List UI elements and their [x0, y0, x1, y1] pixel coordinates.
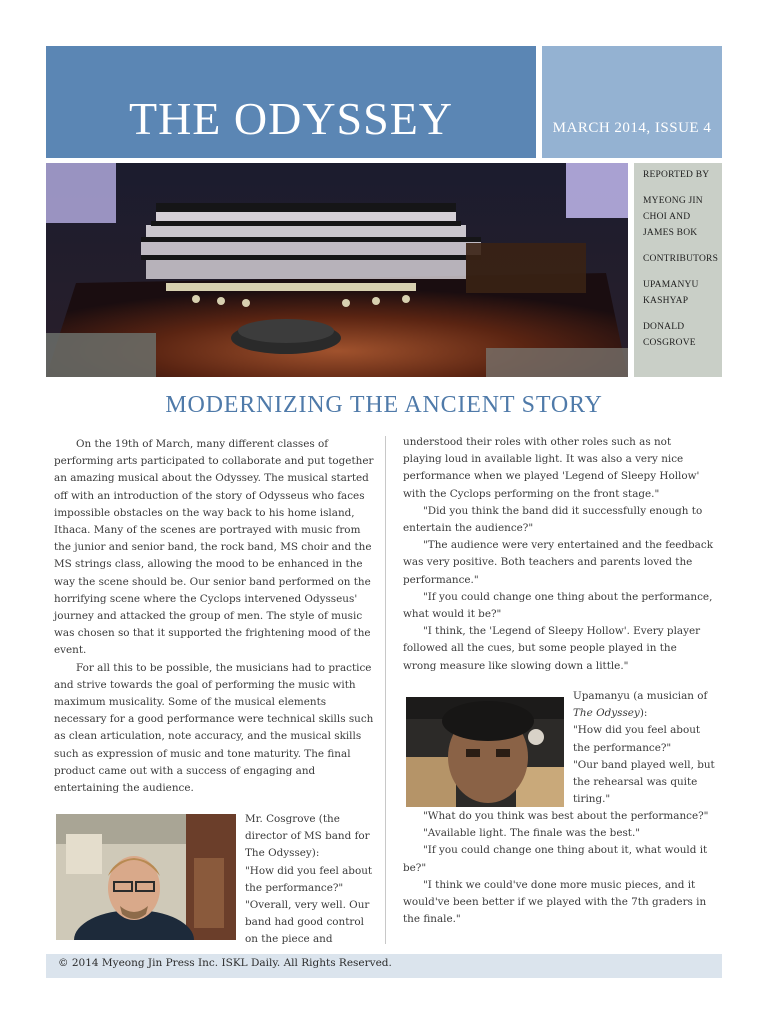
- interview-question: "If you could change one thing about the performance, what would it be?": [403, 590, 713, 621]
- article-right-column-lower: [403, 808, 713, 928]
- interview-answer: "I think, the 'Legend of Sleepy Hollow'. Every player followed all the cues, but some people played in the wrong measure like slowing down a little.": [403, 625, 701, 672]
- cosgrove-portrait-illustration: [56, 814, 236, 940]
- upamanyu-intro-end: ):: [639, 707, 648, 720]
- column-divider: [385, 436, 386, 944]
- upamanyu-photo: [406, 697, 564, 807]
- contributor-name: DONALD COSGROVE: [643, 322, 696, 348]
- article-paragraph: For all this to be possible, the musicians had to practice and strive towards the goal of performing the music with maximum musicality. Some of the musical elements necessary for a good performance were technical skills such as clean articulation, note accuracy, and the musical skills such as expression of music and tone maturity. The final product came out with a success of engaging and entertaining the audience.: [54, 661, 374, 795]
- concert-photo: [46, 163, 628, 377]
- newsletter-title: THE ODYSSEY: [128, 93, 454, 144]
- cosgrove-interview: [245, 811, 377, 949]
- interview-answer: "Our band played well, but the rehearsal was quite tiring.": [573, 758, 715, 806]
- issue-date: MARCH 2014, ISSUE 4: [552, 120, 712, 136]
- contributors-label: CONTRIBUTORS: [643, 254, 719, 264]
- interview-answer: "I think we could've done more music pieces, and it would've been better if we played with the 7th graders in the finale.": [403, 878, 707, 926]
- reported-by-label: REPORTED BY: [643, 170, 710, 180]
- interview-question: "If you could change one thing about it, what would it be?": [403, 844, 708, 874]
- interview-answer: "Available light. The finale was the best.": [423, 827, 641, 840]
- cosgrove-photo: [56, 814, 236, 940]
- production-title: The Odyssey: [573, 707, 640, 720]
- interview-question: "How did you feel about the performance?": [245, 864, 373, 894]
- issue-box: [542, 46, 722, 158]
- interview-question: "Did you think the band did it successfully enough to entertain the audience?": [403, 504, 703, 535]
- contributor-name: UPAMANYU KASHYAP: [643, 280, 699, 306]
- credits-sidebar: [634, 163, 722, 377]
- interview-question: "What do you think was best about the performance?": [423, 810, 709, 822]
- masthead: [46, 46, 536, 158]
- upamanyu-intro: [573, 688, 715, 722]
- cosgrove-intro: Mr. Cosgrove (the director of MS band for The Odyssey):: [245, 813, 370, 860]
- copyright-footer: © 2014 Myeong Jin Press Inc. ISKL Daily. All Rights Reserved.: [46, 954, 722, 978]
- upamanyu-interview: [573, 688, 715, 808]
- upamanyu-portrait-illustration: [406, 697, 564, 807]
- interview-answer: "Overall, very well. Our band had good control on the piece and: [245, 899, 370, 946]
- concert-photo-illustration: [46, 163, 628, 377]
- article-paragraph: understood their roles with other roles such as not playing loud in available light. It was also a very nice performance when we played 'Legend of Sleepy Hollow' with the Cyclops performing on the front stage.": [403, 436, 700, 500]
- article-left-column: [54, 436, 374, 797]
- article-right-column: [403, 434, 713, 675]
- interview-answer: "The audience were very entertained and the feedback was very positive. Both teachers and parents loved the performance.": [403, 539, 713, 586]
- upamanyu-intro-text: Upamanyu (a musician of: [573, 690, 708, 702]
- reporters-names: MYEONG JIN CHOI AND JAMES BOK: [643, 196, 703, 238]
- interview-question: "How did you feel about the performance?": [573, 724, 701, 754]
- article-headline: MODERNIZING THE ANCIENT STORY: [165, 392, 603, 418]
- article-paragraph: On the 19th of March, many different classes of performing arts participated to collaborate and put together an amazing musical about the Odyssey. The musical started off with an introduction of the story of Odysseus who faces impossible obstacles on the way back to his home island, Ithaca. Many of the scenes are portrayed with music from the junior and senior band, the rock band, MS choir and the MS strings class, allowing the mood to be enhanced in the way the scene should be. Our senior band performed on the horrifying scene where the Cyclops intervened Odysseus' journey and attacked the group of men. The style of music was chosen so that it supported the frightening mood of the event.: [54, 438, 374, 657]
